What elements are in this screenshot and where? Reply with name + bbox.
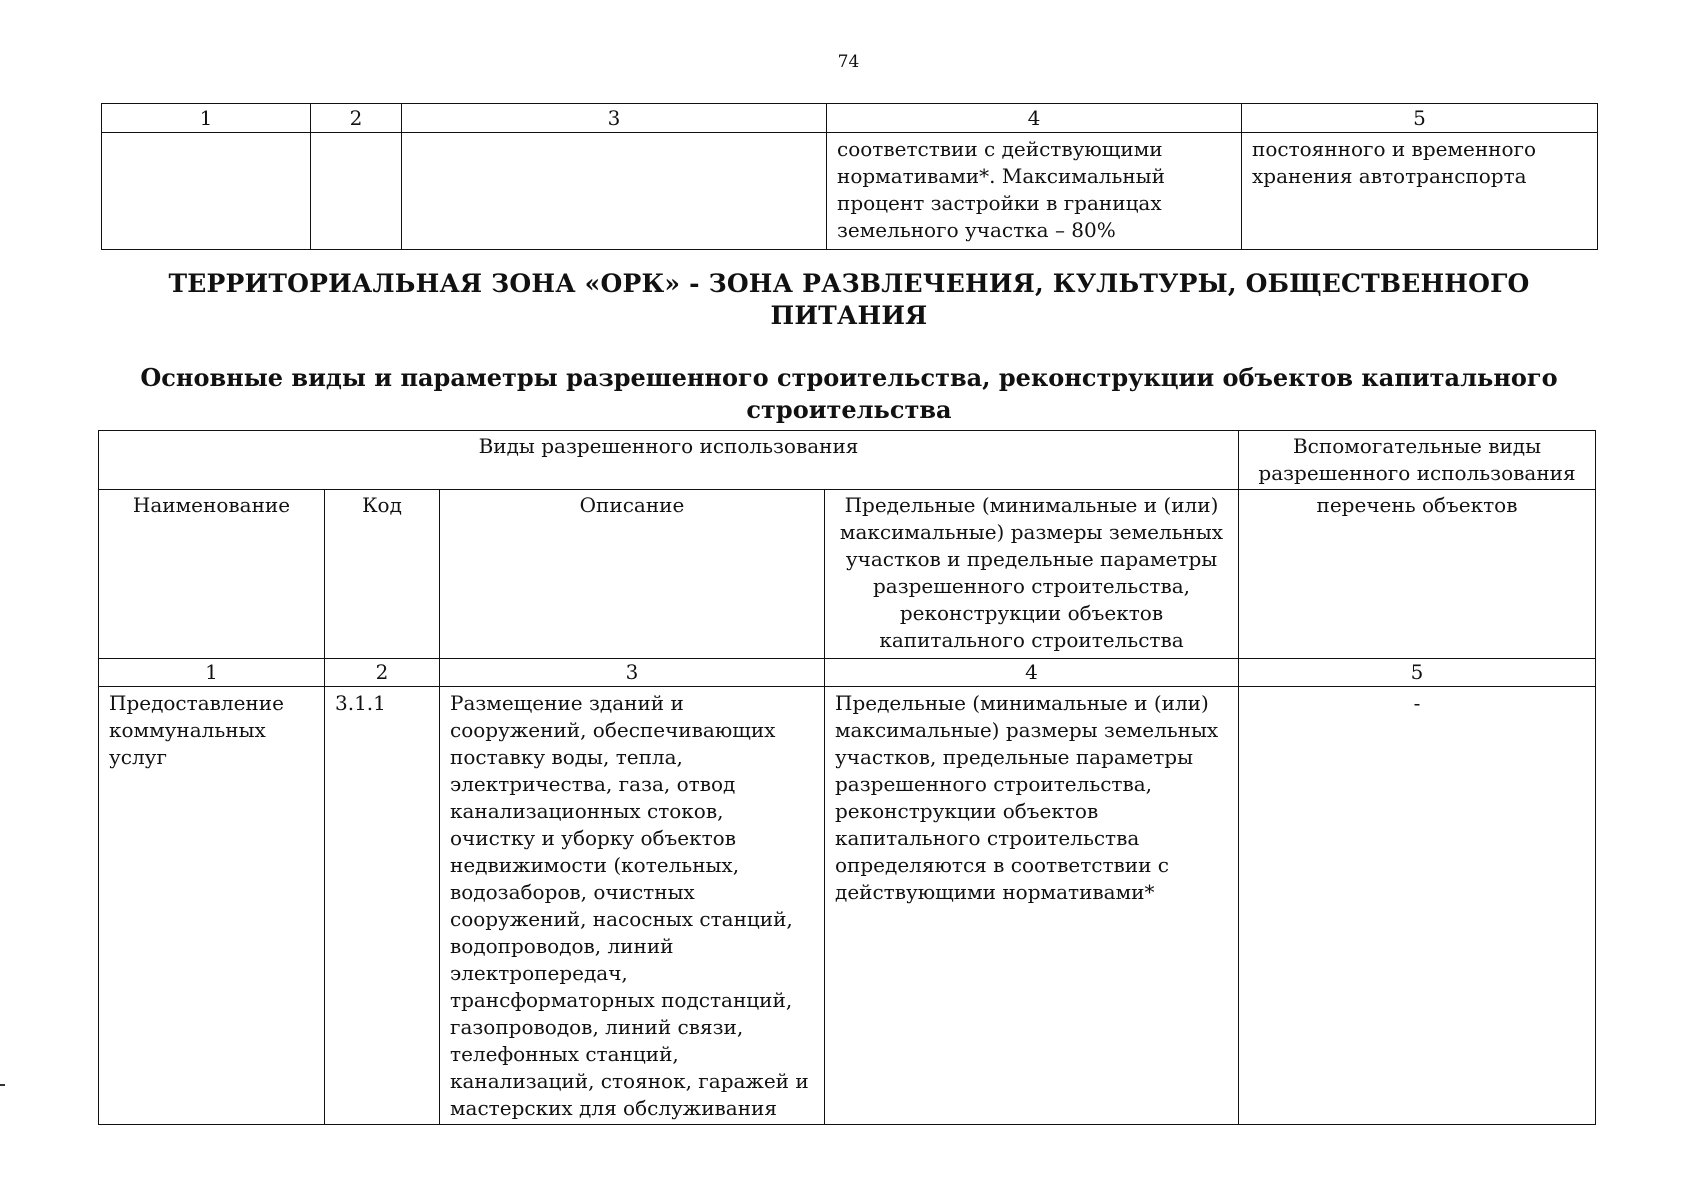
aux-header: Вспомогательные виды разрешенного использования	[1239, 431, 1596, 490]
header-row	[99, 431, 1596, 490]
column-header: Код	[325, 490, 440, 659]
cell-aux: постоянного и временного хранения автотранспорта	[1242, 133, 1598, 250]
table-row	[102, 133, 1598, 250]
cell-description: Размещение зданий и сооружений, обеспечивающих поставку воды, тепла, электричества, газа, отвод канализационных стоков, очистку и уборку объектов недвижимости (котельных, водозаборов, очистных сооружений, насосных станций, водопроводов, линий электропередач, трансформаторных подстанций, газопроводов, линий связи, телефонных станций, канализаций, стоянок, гаражей и мастерских для обслуживания	[440, 687, 825, 1125]
table-row	[99, 687, 1596, 1125]
continuation-table	[101, 103, 1598, 250]
cell-name: Предоставление коммунальных услуг	[99, 687, 325, 1125]
column-number: 5	[1242, 104, 1598, 133]
column-header: Предельные (минимальные и (или) максимальные) размеры земельных участков и предельные параметры разрешенного строительства, реконструкции объектов капитального строительства	[825, 490, 1239, 659]
column-header: Описание	[440, 490, 825, 659]
column-number: 4	[825, 659, 1239, 687]
column-number: 5	[1239, 659, 1596, 687]
margin-mark	[0, 1084, 5, 1086]
cell-code: 3.1.1	[325, 687, 440, 1125]
column-header-row	[99, 490, 1596, 659]
column-number: 4	[827, 104, 1242, 133]
column-header: перечень объектов	[1239, 490, 1596, 659]
column-number: 2	[311, 104, 402, 133]
section-title: Основные виды и параметры разрешенного строительства, реконструкции объектов капитального строительства	[140, 363, 1558, 424]
cell-limits: Предельные (минимальные и (или) максимальные) размеры земельных участков, предельные параметры разрешенного строительства, реконструкции объектов капитального строительства определяются в соответствии с действующими нормативами*	[825, 687, 1239, 1125]
permitted-use-table	[98, 430, 1596, 1125]
cell-name	[102, 133, 311, 250]
column-number: 3	[440, 659, 825, 687]
column-number-row	[102, 104, 1598, 133]
cell-code	[311, 133, 402, 250]
cell-limits: соответствии с действующими нормативами*. Максимальный процент застройки в границах земельного участка – 80%	[827, 133, 1242, 250]
group-header: Виды разрешенного использования	[99, 431, 1239, 490]
column-header: Наименование	[99, 490, 325, 659]
column-number: 1	[99, 659, 325, 687]
column-number-row	[99, 659, 1596, 687]
column-number: 1	[102, 104, 311, 133]
column-number: 2	[325, 659, 440, 687]
cell-aux: -	[1239, 687, 1596, 1125]
cell-description	[402, 133, 827, 250]
column-number: 3	[402, 104, 827, 133]
page-number: 74	[837, 52, 860, 72]
zone-title: ТЕРРИТОРИАЛЬНАЯ ЗОНА «ОРК» - ЗОНА РАЗВЛЕЧЕНИЯ, КУЛЬТУРЫ, ОБЩЕСТВЕННОГО ПИТАНИЯ	[168, 269, 1530, 330]
